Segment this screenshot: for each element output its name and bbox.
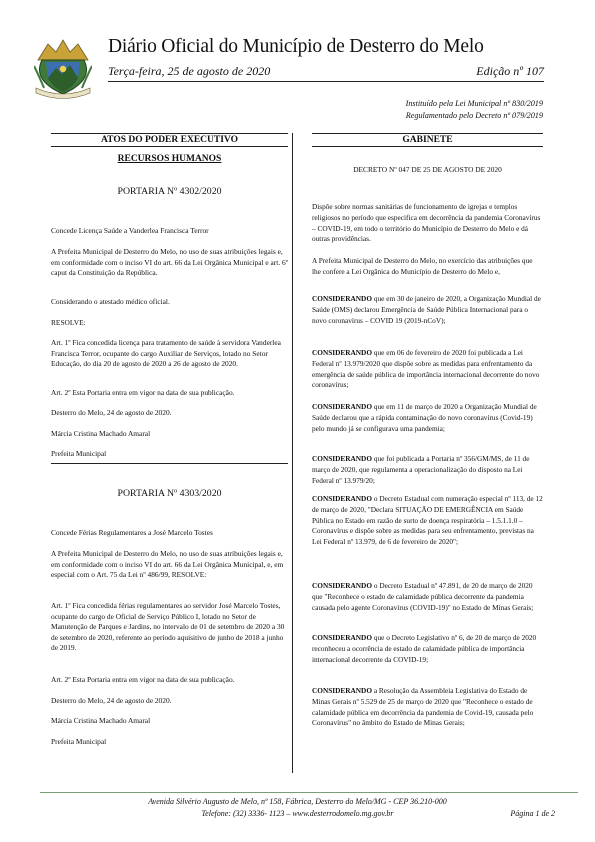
portaria-signer: Márcia Cristina Machado Amaral — [51, 716, 151, 725]
considering-keyword: CONSIDERANDO — [312, 633, 373, 642]
considering-clause — [312, 402, 543, 434]
portaria-resolve: RESOLVE: — [51, 318, 86, 327]
portaria-subject: Concede Férias Regulamentares a José Marcelo Tostes — [51, 528, 213, 537]
portaria-preamble: A Prefeita Municipal de Desterro do Melo, no uso de suas atribuições legais e, em conformidade com o inciso VI do art. 66 da Lei Orgânica Municipal e art. 6º caput da Constituição da República. — [51, 247, 289, 278]
considering-text: que foi publicada a Portaria nº 356/GM/MS, de 11 de março de 2020, que regulamenta a operacionalização do disposto na Lei Federal nº 13.979/20; — [312, 454, 530, 485]
portaria-place-date: Desterro do Melo, 24 de agosto de 2020. — [51, 696, 172, 705]
portaria-signer-role: Prefeita Municipal — [51, 737, 107, 746]
portaria-preamble: A Prefeita Municipal de Desterro do Melo, no uso de suas atribuições legais e, em conformidade com o inciso VI do art. 66 da Lei Orgânica Municipal, e, em especial com o Art. 75 da Lei nº 486/99, RESOLVE: — [51, 549, 284, 580]
considering-text: que em 11 de março de 2020 a Organização Mundial de Saúde declarou que a rápida contaminação do novo coronavírus (Covid-19) pelo mundo já se configurava uma pandemia; — [312, 402, 537, 433]
section-title-cabinet: GABINETE — [312, 133, 543, 147]
portaria-article-1: Art. 1º Fica concedida férias regulamentares ao servidor José Marcelo Tostes, ocupante do cargo de Oficial de Serviço Público I, lotado no Setor de Manutenção de Parques e Jardins, no intervalo de 01 de setembro de 2020 a 30 de setembro de 2020, referente ao período aquisitivo de junho de 2018 a junho de 2019. — [51, 601, 285, 653]
considering-clause — [312, 348, 543, 391]
portaria-place-date: Desterro do Melo, 24 de agosto de 2020. — [51, 408, 172, 417]
considering-clause — [312, 686, 543, 729]
column-divider — [292, 133, 293, 773]
decree-preamble: A Prefeita Municipal de Desterro do Melo, no exercício das atribuições que lhe confere a Lei Orgânica do Município de Desterro do Melo e, — [312, 256, 533, 276]
subsection-title: RECURSOS HUMANOS — [117, 154, 222, 164]
considering-text: que o Decreto Legislativo nº 6, de 20 de março de 2020 reconheceu a ocorrência de estado de calamidade pública de importância internacional decorrente da COVID-19; — [312, 633, 537, 664]
portaria-title: PORTARIA Nº 4303/2020 — [117, 488, 222, 499]
portaria-signer: Márcia Cristina Machado Amaral — [51, 429, 151, 438]
considering-keyword: CONSIDERANDO — [312, 402, 373, 411]
footer-contact: Telefone: (32) 3336- 1123 – www.desterrodomelo.mg.gov.br — [201, 809, 394, 818]
issue-line — [108, 64, 544, 79]
edition-number: Edição nº 107 — [476, 64, 544, 78]
decree-ementa: Dispõe sobre normas sanitárias de funcionamento de igrejas e templos religiosos no período que especifica em decorrência da pandemia Coronavírus – COVID-19, em todo o território do Município de Desterro do Melo e dá outras providências. — [312, 202, 541, 244]
considering-clause — [312, 494, 543, 548]
institution-law: Instituído pela Lei Municipal nº 830/2019 — [405, 99, 543, 108]
considering-keyword: CONSIDERANDO — [312, 581, 373, 590]
considering-clause — [312, 454, 543, 486]
portaria-title: PORTARIA Nº 4302/2020 — [117, 186, 222, 197]
portaria-article-2: Art. 2º Esta Portaria entra em vigor na data de sua publicação. — [51, 388, 235, 397]
footer-address: Avenida Silvério Augusto de Melo, nº 158, Fábrica, Desterro do Melo/MG - CEP 36.210-000 — [148, 797, 447, 806]
portaria-considering: Considerando o atestado médico oficial. — [51, 297, 170, 306]
considering-text: a Resolução da Assembleia Legislativa do Estado de Minas Gerais nº 5.529 de 25 de março de 2020 que "Reconhece o estado de calamidade pública em decorrência da pandemia de Covid-19, causada pelo Coronavírus" no âmbito do Estado de Minas Gerais; — [312, 686, 534, 728]
portaria-article-1: Art. 1º Fica concedida licença para tratamento de saúde à servidora Vanderlea Francisca Terror, ocupante do cargo Auxiliar de Serviços, lotado no Setor Educação, do dia 20 de agosto de 2020 a 26 de agosto de 2020. — [51, 338, 281, 369]
considering-text: o Decreto Estadual nº 47.891, de 20 de março de 2020 que "Reconhece o estado de calamidade pública decorrente da pandemia causada pelo agente Coronavírus (COVID-19)" no Estado de Minas Gerais; — [312, 581, 534, 612]
considering-keyword: CONSIDERANDO — [312, 686, 373, 695]
considering-keyword: CONSIDERANDO — [312, 454, 373, 463]
section-title-executive: ATOS DO PODER EXECUTIVO — [51, 133, 288, 147]
institution-note — [406, 98, 543, 122]
header-rule — [108, 81, 544, 82]
issue-date: Terça-feira, 25 de agosto de 2020 — [108, 64, 271, 78]
considering-keyword: CONSIDERANDO — [312, 494, 373, 503]
portaria-article-2: Art. 2º Esta Portaria entra em vigor na data de sua publicação. — [51, 675, 235, 684]
considering-text: que em 30 de janeiro de 2020, a Organização Mundial de Saúde (OMS) declarou Emergência de Saúde Pública Internacional para o novo coronavírus – COVID 19 (2019-nCoV); — [312, 294, 541, 325]
page-number: Página 1 de 2 — [510, 809, 555, 818]
portaria-separator — [51, 463, 288, 464]
portaria-signer-role: Prefeita Municipal — [51, 449, 107, 458]
considering-clause — [312, 294, 543, 326]
municipal-coat-of-arms-icon — [34, 38, 92, 100]
considering-keyword: CONSIDERANDO — [312, 348, 373, 357]
institution-decree: Regulamentado pelo Decreto nº 079/2019 — [405, 111, 543, 120]
newspaper-title: Diário Oficial do Município de Desterro do Melo — [108, 36, 484, 57]
considering-clause — [312, 633, 543, 665]
footer-rule — [40, 792, 578, 793]
considering-keyword: CONSIDERANDO — [312, 294, 373, 303]
portaria-subject: Concede Licença Saúde a Vanderlea Francisca Terror — [51, 226, 209, 235]
considering-text: que em 06 de fevereiro de 2020 foi publicada a Lei Federal nº 13.979/2020 que dispõe sobre as medidas para enfrentamento da emergência de saúde pública de importância internacional decorrente do novo coronavírus; — [312, 348, 540, 390]
decree-title: DECRETO Nº 047 DE 25 DE AGOSTO DE 2020 — [353, 165, 502, 174]
considering-clause — [312, 581, 543, 613]
considering-text: o Decreto Estadual com numeração especial nº 113, de 12 de março de 2020, "Declara SITUAÇÃO DE EMERGÊNCIA em Saúde Pública no Estado em razão de surto de doença respiratória – 1.5.1.1.0 – Coronavírus e dispõe sobre as medidas para seu enfrentamento, previstas na Lei Federal nº 13.979, de 6 de fevereiro de 2020"; — [312, 494, 543, 547]
